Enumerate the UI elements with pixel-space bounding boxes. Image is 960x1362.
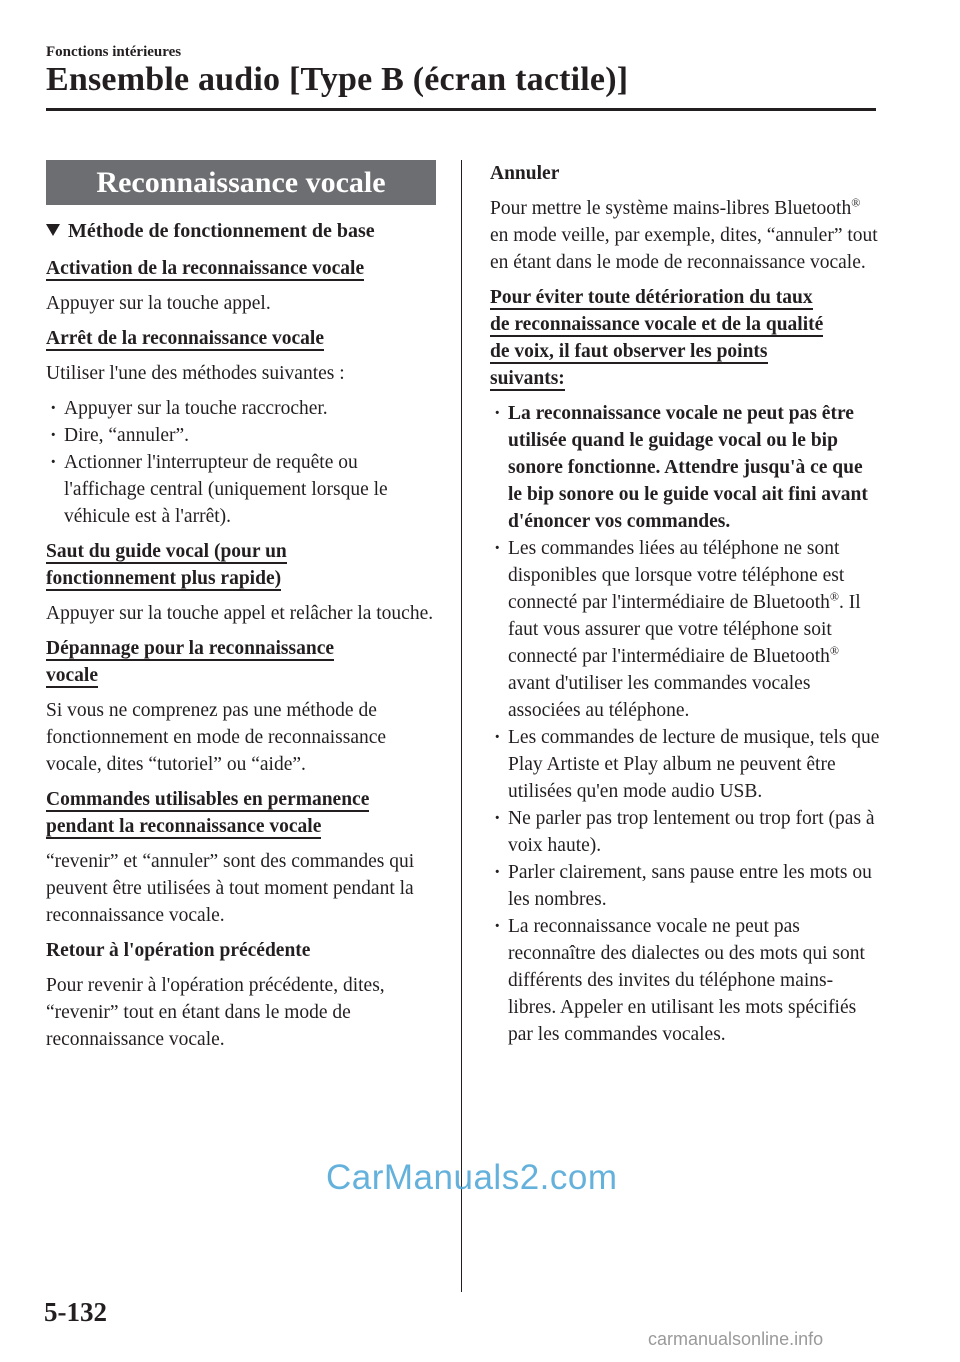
registered-mark: ® <box>851 195 861 210</box>
header-rule <box>46 108 876 111</box>
heading-stop <box>46 325 436 352</box>
subheading <box>46 218 436 245</box>
chapter-banner: Reconnaissance vocale <box>46 160 436 205</box>
list-item: · La reconnaissance vocale ne peut pas être utilisée quand le guidage vocal ou le bip sonore fonctionne. Attendre jusqu'à ce que le bip sonore ou le guide vocal ait fini avant d'énoncer vos commandes. <box>490 400 880 535</box>
heading-line: Commandes utilisables en permanence <box>46 789 370 810</box>
list-recommendations <box>490 400 880 1048</box>
list-item: · Parler clairement, sans pause entre les mots ou les nombres. <box>490 859 880 913</box>
heading-skip-guide <box>46 538 436 592</box>
heading-activation <box>46 255 436 282</box>
list-item: · Ne parler pas trop lentement ou trop fort (pas à voix haute). <box>490 805 880 859</box>
list-stop-methods <box>46 395 436 530</box>
paragraph-skip-guide: Appuyer sur la touche appel et relâcher la touche. <box>46 603 434 624</box>
paragraph-cancel <box>490 195 880 276</box>
heading-troubleshooting <box>46 635 436 689</box>
heading-line: Saut du guide vocal (pour un <box>46 541 287 562</box>
text-run: . Il faut vous assurer que votre téléphone soit connecté par l'intermédiaire de Bluetooth <box>508 592 861 667</box>
breadcrumb: Fonctions intérieures <box>46 44 182 60</box>
section-title: Ensemble audio [Type B (écran tactile)] <box>46 61 629 98</box>
watermark: CarManuals2.com <box>326 1158 618 1197</box>
registered-mark: ® <box>829 643 840 658</box>
text-run: avant d'utiliser les commandes vocales associées au téléphone. <box>508 673 811 721</box>
column-divider <box>461 160 462 1292</box>
paragraph-return: Pour revenir à l'opération précédente, dites, “revenir” tout en étant dans le mode de reconnaissance vocale. <box>46 975 385 1050</box>
subheading-text: Méthode de fonctionnement de base <box>68 220 375 242</box>
footer-site: carmanualsonline.info <box>648 1329 824 1349</box>
heading-permanent-commands <box>46 786 436 840</box>
text-run: Les commandes liées au téléphone ne sont disponibles que lorsque votre téléphone est connecté par l'intermédiaire de Bluetooth <box>508 538 845 613</box>
heading-activation-text: Activation de la reconnaissance vocale <box>46 258 365 279</box>
paragraph-permanent-commands: “revenir” et “annuler” sont des commandes qui peuvent être utilisées à tout moment pendant la reconnaissance vocale. <box>46 851 415 926</box>
list-item: · Actionner l'interrupteur de requête ou l'affichage central (uniquement lorsque le véhicule est à l'arrêt). <box>46 449 436 530</box>
heading-line: Dépannage pour la reconnaissance <box>46 638 335 659</box>
heading-avoid-degradation <box>490 284 880 392</box>
page-number: 5-132 <box>44 1297 107 1327</box>
heading-line: de reconnaissance vocale et de la qualité <box>490 314 824 335</box>
paragraph-troubleshooting: Si vous ne comprenez pas une méthode de fonctionnement en mode de reconnaissance vocale, dites “tutoriel” ou “aide”. <box>46 700 387 775</box>
heading-line: Pour éviter toute détérioration du taux <box>490 287 813 308</box>
heading-stop-text: Arrêt de la reconnaissance vocale <box>46 328 324 349</box>
text-run: Pour mettre le système mains-libres Bluetooth <box>490 198 852 219</box>
heading-cancel: Annuler <box>490 163 560 184</box>
list-item: · Les commandes de lecture de musique, tels que Play Artiste et Play album ne peuvent être utilisées qu'en mode audio USB. <box>490 724 880 805</box>
heading-return: Retour à l'opération précédente <box>46 940 311 961</box>
text-run: en mode veille, par exemple, dites, “annuler” tout en étant dans le mode de reconnaissance vocale. <box>490 225 878 273</box>
triangle-icon <box>46 224 60 236</box>
registered-mark: ® <box>829 589 840 604</box>
list-item: · La reconnaissance vocale ne peut pas reconnaître des dialectes ou des mots qui sont différents des invites du téléphone mains-libres. Appeler en utilisant les mots spécifiés par les commandes vocales. <box>490 913 880 1048</box>
list-item <box>490 535 880 724</box>
heading-line: vocale <box>46 665 98 686</box>
heading-line: de voix, il faut observer les points <box>490 341 768 362</box>
list-item: · Dire, “annuler”. <box>46 422 436 449</box>
list-item: · Appuyer sur la touche raccrocher. <box>46 395 436 422</box>
heading-line: pendant la reconnaissance vocale <box>46 816 322 837</box>
left-column <box>46 160 436 1061</box>
right-column <box>490 160 880 1056</box>
heading-line: fonctionnement plus rapide) <box>46 568 282 589</box>
heading-line: suivants: <box>490 368 565 389</box>
paragraph-stop: Utiliser l'une des méthodes suivantes : <box>46 363 345 384</box>
paragraph-activation: Appuyer sur la touche appel. <box>46 293 271 314</box>
